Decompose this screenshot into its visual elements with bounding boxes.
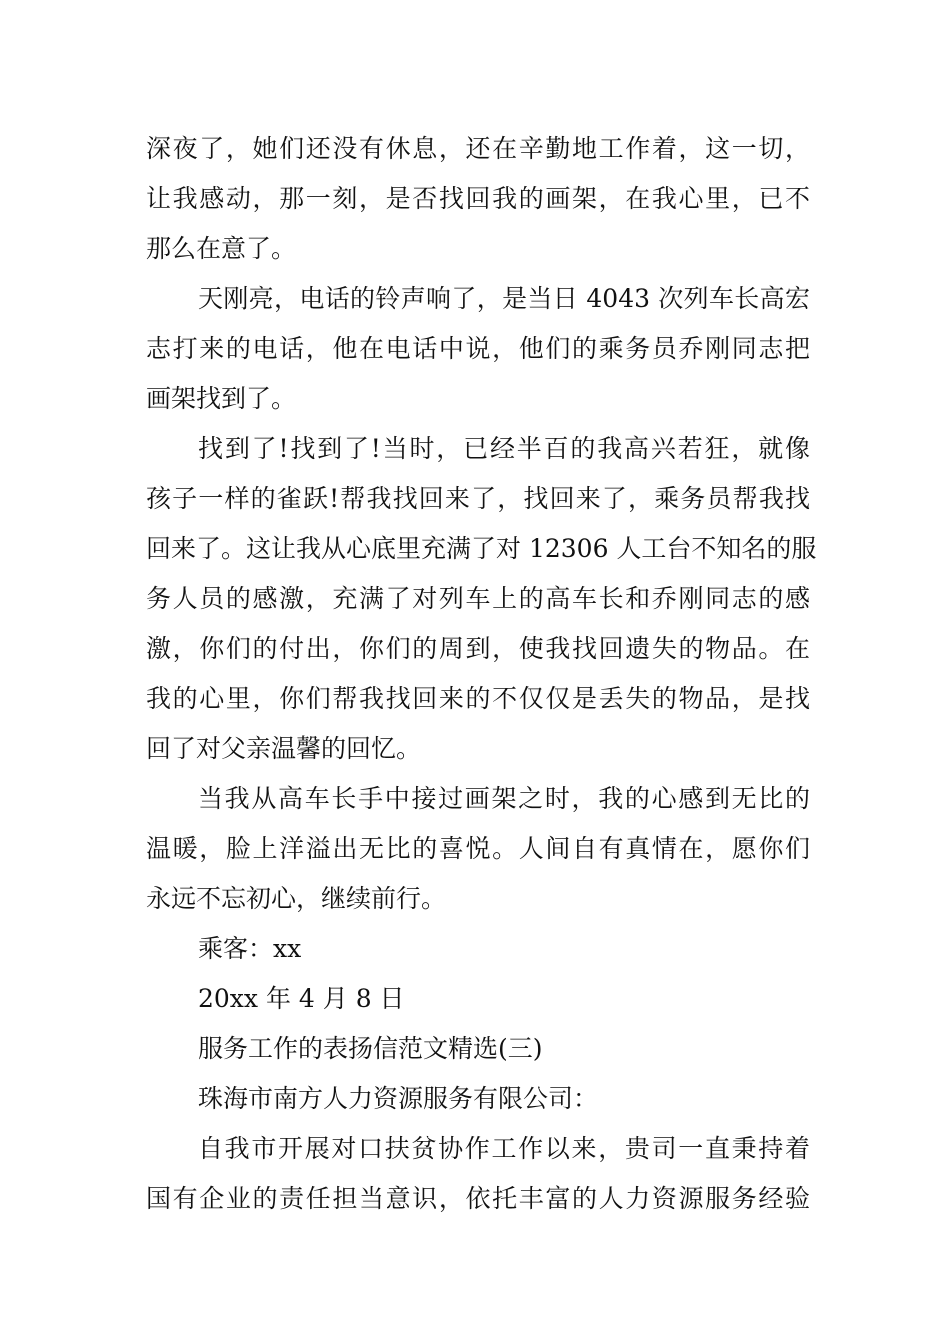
- text-line: 找到了!找到了!当时，已经半百的我高兴若狂，就像: [198, 434, 810, 463]
- section-title: 服务工作的表扬信范文精选(三): [198, 1034, 543, 1063]
- text-line: 当我从高车长手中接过画架之时，我的心感到无比的: [198, 784, 810, 813]
- text-line: 务人员的感激，充满了对列车上的高车长和乔刚同志的感: [146, 584, 810, 613]
- text-line: 那么在意了。: [146, 234, 297, 263]
- text-line: 回来了。这让我从心底里充满了对 12306 人工台不知名的服: [146, 534, 817, 563]
- text-line: 志打来的电话，他在电话中说，他们的乘务员乔刚同志把: [146, 334, 810, 363]
- text-line: 深夜了，她们还没有休息，还在辛勤地工作着，这一切，: [146, 134, 810, 163]
- text-line: 我的心里，你们帮我找回来的不仅仅是丢失的物品，是找: [146, 684, 810, 713]
- text-line: 回了对父亲温馨的回忆。: [146, 734, 422, 763]
- text-line: 自我市开展对口扶贫协作工作以来，贵司一直秉持着: [198, 1134, 810, 1163]
- text-line: 孩子一样的雀跃!帮我找回来了，找回来了，乘务员帮我找: [146, 484, 810, 513]
- text-line: 温暖，脸上洋溢出无比的喜悦。人间自有真情在，愿你们: [146, 834, 810, 863]
- text-line: 永远不忘初心，继续前行。: [146, 884, 447, 913]
- text-line: 天刚亮，电话的铃声响了，是当日 4043 次列车长高宏: [198, 284, 810, 313]
- text-line: 国有企业的责任担当意识，依托丰富的人力资源服务经验: [146, 1184, 810, 1213]
- text-line: 让我感动，那一刻，是否找回我的画架，在我心里，已不: [146, 184, 810, 213]
- signature-date: 20xx 年 4 月 8 日: [198, 984, 405, 1013]
- text-line: 激，你们的付出，你们的周到，使我找回遗失的物品。在: [146, 634, 810, 663]
- salutation: 珠海市南方人力资源服务有限公司：: [198, 1084, 599, 1113]
- text-line: 画架找到了。: [146, 384, 297, 413]
- document-body: [146, 124, 817, 1224]
- signature-passenger: 乘客：xx: [198, 934, 302, 963]
